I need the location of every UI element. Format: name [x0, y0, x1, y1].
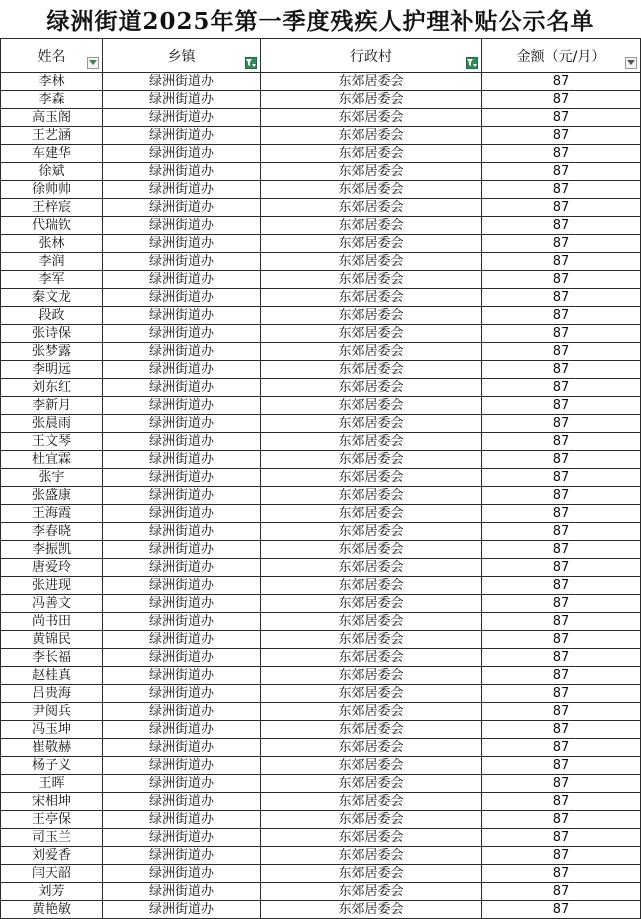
table-row	[1, 703, 641, 721]
town-cell[interactable]: 绿洲街道办	[103, 325, 261, 343]
village-cell[interactable]: 东郊居委会	[261, 613, 482, 631]
town-cell[interactable]: 绿洲街道办	[103, 667, 261, 685]
town-cell[interactable]: 绿洲街道办	[103, 361, 261, 379]
name-cell[interactable]: 李军	[1, 271, 103, 289]
town-cell[interactable]: 绿洲街道办	[103, 181, 261, 199]
column-header-name	[1, 39, 103, 73]
amount-cell[interactable]: 87	[482, 901, 641, 919]
name-cell[interactable]: 李森	[1, 91, 103, 109]
town-cell[interactable]: 绿洲街道办	[103, 109, 261, 127]
table-row	[1, 433, 641, 451]
village-cell[interactable]: 东郊居委会	[261, 577, 482, 595]
village-cell[interactable]: 东郊居委会	[261, 685, 482, 703]
village-cell[interactable]: 东郊居委会	[261, 127, 482, 145]
table-row	[1, 811, 641, 829]
amount-cell[interactable]: 87	[482, 109, 641, 127]
village-cell[interactable]: 东郊居委会	[261, 181, 482, 199]
amount-cell[interactable]: 87	[482, 757, 641, 775]
town-cell[interactable]: 绿洲街道办	[103, 343, 261, 361]
table-row	[1, 829, 641, 847]
amount-cell[interactable]: 87	[482, 703, 641, 721]
name-cell[interactable]: 李林	[1, 73, 103, 91]
town-cell[interactable]: 绿洲街道办	[103, 199, 261, 217]
column-header-label: 行政村	[350, 48, 392, 65]
column-header-label: 金额（元/月）	[516, 48, 606, 65]
table-row	[1, 775, 641, 793]
village-cell[interactable]: 东郊居委会	[261, 109, 482, 127]
name-cell[interactable]: 刘爱香	[1, 847, 103, 865]
name-cell[interactable]: 王艺涵	[1, 127, 103, 145]
filter-active-icon[interactable]	[466, 57, 478, 69]
town-cell[interactable]: 绿洲街道办	[103, 883, 261, 901]
town-cell[interactable]: 绿洲街道办	[103, 559, 261, 577]
amount-cell[interactable]: 87	[482, 433, 641, 451]
amount-cell[interactable]: 87	[482, 595, 641, 613]
table-row	[1, 757, 641, 775]
amount-cell[interactable]: 87	[482, 361, 641, 379]
town-cell[interactable]: 绿洲街道办	[103, 595, 261, 613]
town-cell[interactable]: 绿洲街道办	[103, 649, 261, 667]
name-cell[interactable]: 宋相坤	[1, 793, 103, 811]
name-cell[interactable]: 代瑞钦	[1, 217, 103, 235]
name-cell[interactable]: 徐帅帅	[1, 181, 103, 199]
amount-cell[interactable]: 87	[482, 721, 641, 739]
village-cell[interactable]: 东郊居委会	[261, 271, 482, 289]
town-cell[interactable]: 绿洲街道办	[103, 253, 261, 271]
village-cell[interactable]: 东郊居委会	[261, 667, 482, 685]
village-cell[interactable]: 东郊居委会	[261, 847, 482, 865]
town-cell[interactable]: 绿洲街道办	[103, 415, 261, 433]
town-cell[interactable]: 绿洲街道办	[103, 541, 261, 559]
column-header-village	[261, 39, 482, 73]
amount-cell[interactable]: 87	[482, 559, 641, 577]
town-cell[interactable]: 绿洲街道办	[103, 901, 261, 919]
village-cell[interactable]: 东郊居委会	[261, 343, 482, 361]
name-cell[interactable]: 王晖	[1, 775, 103, 793]
town-cell[interactable]: 绿洲街道办	[103, 289, 261, 307]
table-row	[1, 883, 641, 901]
name-cell[interactable]: 李长福	[1, 649, 103, 667]
table-row	[1, 847, 641, 865]
village-cell[interactable]: 东郊居委会	[261, 469, 482, 487]
name-cell[interactable]: 李振凯	[1, 541, 103, 559]
amount-cell[interactable]: 87	[482, 685, 641, 703]
name-cell[interactable]: 冯善文	[1, 595, 103, 613]
table-row	[1, 505, 641, 523]
name-cell[interactable]: 秦文龙	[1, 289, 103, 307]
town-cell[interactable]: 绿洲街道办	[103, 775, 261, 793]
town-cell[interactable]: 绿洲街道办	[103, 451, 261, 469]
name-cell[interactable]: 刘芳	[1, 883, 103, 901]
name-cell[interactable]: 刘东红	[1, 379, 103, 397]
village-cell[interactable]: 东郊居委会	[261, 415, 482, 433]
town-cell[interactable]: 绿洲街道办	[103, 217, 261, 235]
village-cell[interactable]: 东郊居委会	[261, 361, 482, 379]
village-cell[interactable]: 东郊居委会	[261, 199, 482, 217]
amount-cell[interactable]: 87	[482, 325, 641, 343]
amount-cell[interactable]: 87	[482, 523, 641, 541]
table-row	[1, 649, 641, 667]
name-cell[interactable]: 崔敬赫	[1, 739, 103, 757]
town-cell[interactable]: 绿洲街道办	[103, 829, 261, 847]
town-cell[interactable]: 绿洲街道办	[103, 163, 261, 181]
amount-cell[interactable]: 87	[482, 487, 641, 505]
table-row	[1, 793, 641, 811]
name-cell[interactable]: 李明远	[1, 361, 103, 379]
name-cell[interactable]: 段政	[1, 307, 103, 325]
village-cell[interactable]: 东郊居委会	[261, 541, 482, 559]
name-cell[interactable]: 车建华	[1, 145, 103, 163]
town-cell[interactable]: 绿洲街道办	[103, 865, 261, 883]
amount-cell[interactable]: 87	[482, 469, 641, 487]
village-cell[interactable]: 东郊居委会	[261, 325, 482, 343]
amount-cell[interactable]: 87	[482, 163, 641, 181]
town-cell[interactable]: 绿洲街道办	[103, 703, 261, 721]
amount-cell[interactable]: 87	[482, 775, 641, 793]
village-cell[interactable]: 东郊居委会	[261, 865, 482, 883]
amount-cell[interactable]: 87	[482, 289, 641, 307]
name-cell[interactable]: 尚书田	[1, 613, 103, 631]
town-cell[interactable]: 绿洲街道办	[103, 757, 261, 775]
town-cell[interactable]: 绿洲街道办	[103, 307, 261, 325]
table-row	[1, 397, 641, 415]
town-cell[interactable]: 绿洲街道办	[103, 631, 261, 649]
village-cell[interactable]: 东郊居委会	[261, 217, 482, 235]
table-row	[1, 289, 641, 307]
name-cell[interactable]: 张诗保	[1, 325, 103, 343]
roster-table	[0, 38, 641, 919]
amount-cell[interactable]: 87	[482, 253, 641, 271]
town-cell[interactable]: 绿洲街道办	[103, 379, 261, 397]
name-cell[interactable]: 张林	[1, 235, 103, 253]
table-row	[1, 235, 641, 253]
village-cell[interactable]: 东郊居委会	[261, 649, 482, 667]
name-cell[interactable]: 王海霞	[1, 505, 103, 523]
name-cell[interactable]: 吕贵海	[1, 685, 103, 703]
name-cell[interactable]: 赵桂真	[1, 667, 103, 685]
village-cell[interactable]: 东郊居委会	[261, 487, 482, 505]
village-cell[interactable]: 东郊居委会	[261, 505, 482, 523]
town-cell[interactable]: 绿洲街道办	[103, 847, 261, 865]
table-row	[1, 667, 641, 685]
header-row	[1, 39, 641, 73]
table-row	[1, 253, 641, 271]
town-cell[interactable]: 绿洲街道办	[103, 91, 261, 109]
name-cell[interactable]: 黄锦民	[1, 631, 103, 649]
column-header-label: 乡镇	[167, 48, 196, 65]
village-cell[interactable]: 东郊居委会	[261, 883, 482, 901]
amount-cell[interactable]: 87	[482, 667, 641, 685]
town-cell[interactable]: 绿洲街道办	[103, 613, 261, 631]
village-cell[interactable]: 东郊居委会	[261, 523, 482, 541]
table-row	[1, 109, 641, 127]
sheet-title: 绿洲街道2025年第一季度残疾人护理补贴公示名单	[46, 7, 595, 35]
table-row	[1, 739, 641, 757]
filter-active-icon[interactable]	[245, 57, 257, 69]
amount-cell[interactable]: 87	[482, 235, 641, 253]
table-row	[1, 361, 641, 379]
amount-cell[interactable]: 87	[482, 343, 641, 361]
village-cell[interactable]: 东郊居委会	[261, 163, 482, 181]
table-row	[1, 577, 641, 595]
table-row	[1, 541, 641, 559]
table-row	[1, 163, 641, 181]
village-cell[interactable]: 东郊居委会	[261, 145, 482, 163]
amount-cell[interactable]: 87	[482, 613, 641, 631]
town-cell[interactable]: 绿洲街道办	[103, 739, 261, 757]
table-row	[1, 469, 641, 487]
amount-cell[interactable]: 87	[482, 811, 641, 829]
table-row	[1, 343, 641, 361]
table-row	[1, 559, 641, 577]
amount-cell[interactable]: 87	[482, 865, 641, 883]
table-row	[1, 415, 641, 433]
column-header-town	[103, 39, 261, 73]
village-cell[interactable]: 东郊居委会	[261, 235, 482, 253]
village-cell[interactable]: 东郊居委会	[261, 433, 482, 451]
village-cell[interactable]: 东郊居委会	[261, 253, 482, 271]
amount-cell[interactable]: 87	[482, 451, 641, 469]
table-row	[1, 73, 641, 91]
town-cell[interactable]: 绿洲街道办	[103, 127, 261, 145]
town-cell[interactable]: 绿洲街道办	[103, 469, 261, 487]
name-cell[interactable]: 黄艳敏	[1, 901, 103, 919]
name-cell[interactable]: 冯玉坤	[1, 721, 103, 739]
town-cell[interactable]: 绿洲街道办	[103, 433, 261, 451]
table-row	[1, 865, 641, 883]
table-row	[1, 271, 641, 289]
amount-cell[interactable]: 87	[482, 649, 641, 667]
amount-cell[interactable]: 87	[482, 847, 641, 865]
table-row	[1, 91, 641, 109]
name-cell[interactable]: 王文琴	[1, 433, 103, 451]
amount-cell[interactable]: 87	[482, 145, 641, 163]
village-cell[interactable]: 东郊居委会	[261, 379, 482, 397]
name-cell[interactable]: 杨子义	[1, 757, 103, 775]
table-row	[1, 199, 641, 217]
amount-cell[interactable]: 87	[482, 91, 641, 109]
table-row	[1, 487, 641, 505]
filter-dropdown-icon[interactable]	[625, 57, 637, 69]
table-row	[1, 127, 641, 145]
name-cell[interactable]: 闫天韶	[1, 865, 103, 883]
amount-cell[interactable]: 87	[482, 739, 641, 757]
village-cell[interactable]: 东郊居委会	[261, 307, 482, 325]
village-cell[interactable]: 东郊居委会	[261, 811, 482, 829]
name-cell[interactable]: 徐斌	[1, 163, 103, 181]
name-cell[interactable]: 张晨雨	[1, 415, 103, 433]
name-cell[interactable]: 王亭保	[1, 811, 103, 829]
town-cell[interactable]: 绿洲街道办	[103, 235, 261, 253]
town-cell[interactable]: 绿洲街道办	[103, 505, 261, 523]
amount-cell[interactable]: 87	[482, 127, 641, 145]
column-header-amount	[482, 39, 641, 73]
name-cell[interactable]: 杜宜霖	[1, 451, 103, 469]
town-cell[interactable]: 绿洲街道办	[103, 397, 261, 415]
name-cell[interactable]: 尹阅兵	[1, 703, 103, 721]
amount-cell[interactable]: 87	[482, 541, 641, 559]
village-cell[interactable]: 东郊居委会	[261, 451, 482, 469]
village-cell[interactable]: 东郊居委会	[261, 73, 482, 91]
name-cell[interactable]: 李润	[1, 253, 103, 271]
table-row	[1, 217, 641, 235]
table-row	[1, 613, 641, 631]
amount-cell[interactable]: 87	[482, 829, 641, 847]
amount-cell[interactable]: 87	[482, 505, 641, 523]
village-cell[interactable]: 东郊居委会	[261, 595, 482, 613]
village-cell[interactable]: 东郊居委会	[261, 901, 482, 919]
amount-cell[interactable]: 87	[482, 397, 641, 415]
town-cell[interactable]: 绿洲街道办	[103, 145, 261, 163]
village-cell[interactable]: 东郊居委会	[261, 559, 482, 577]
name-cell[interactable]: 王梓宸	[1, 199, 103, 217]
table-row	[1, 307, 641, 325]
amount-cell[interactable]: 87	[482, 181, 641, 199]
town-cell[interactable]: 绿洲街道办	[103, 523, 261, 541]
name-cell[interactable]: 张梦露	[1, 343, 103, 361]
town-cell[interactable]: 绿洲街道办	[103, 793, 261, 811]
town-cell[interactable]: 绿洲街道办	[103, 487, 261, 505]
amount-cell[interactable]: 87	[482, 793, 641, 811]
amount-cell[interactable]: 87	[482, 217, 641, 235]
village-cell[interactable]: 东郊居委会	[261, 739, 482, 757]
table-row	[1, 145, 641, 163]
name-cell[interactable]: 李新月	[1, 397, 103, 415]
village-cell[interactable]: 东郊居委会	[261, 829, 482, 847]
table-row	[1, 631, 641, 649]
table-row	[1, 523, 641, 541]
table-row	[1, 721, 641, 739]
amount-cell[interactable]: 87	[482, 199, 641, 217]
amount-cell[interactable]: 87	[482, 883, 641, 901]
town-cell[interactable]: 绿洲街道办	[103, 73, 261, 91]
filter-dropdown-icon[interactable]	[87, 57, 99, 69]
name-cell[interactable]: 李春晓	[1, 523, 103, 541]
table-row	[1, 451, 641, 469]
table-body	[1, 73, 641, 919]
village-cell[interactable]: 东郊居委会	[261, 757, 482, 775]
name-cell[interactable]: 张进现	[1, 577, 103, 595]
name-cell[interactable]: 司玉兰	[1, 829, 103, 847]
table-row	[1, 901, 641, 919]
town-cell[interactable]: 绿洲街道办	[103, 721, 261, 739]
village-cell[interactable]: 东郊居委会	[261, 91, 482, 109]
village-cell[interactable]: 东郊居委会	[261, 775, 482, 793]
table-row	[1, 595, 641, 613]
village-cell[interactable]: 东郊居委会	[261, 703, 482, 721]
town-cell[interactable]: 绿洲街道办	[103, 811, 261, 829]
name-cell[interactable]: 唐爱玲	[1, 559, 103, 577]
town-cell[interactable]: 绿洲街道办	[103, 685, 261, 703]
column-header-label: 姓名	[37, 48, 66, 65]
village-cell[interactable]: 东郊居委会	[261, 793, 482, 811]
name-cell[interactable]: 高玉阁	[1, 109, 103, 127]
amount-cell[interactable]: 87	[482, 307, 641, 325]
village-cell[interactable]: 东郊居委会	[261, 397, 482, 415]
amount-cell[interactable]: 87	[482, 631, 641, 649]
amount-cell[interactable]: 87	[482, 379, 641, 397]
name-cell[interactable]: 张盛康	[1, 487, 103, 505]
table-row	[1, 379, 641, 397]
name-cell[interactable]: 张宇	[1, 469, 103, 487]
amount-cell[interactable]: 87	[482, 73, 641, 91]
town-cell[interactable]: 绿洲街道办	[103, 271, 261, 289]
village-cell[interactable]: 东郊居委会	[261, 631, 482, 649]
amount-cell[interactable]: 87	[482, 577, 641, 595]
table-row	[1, 181, 641, 199]
amount-cell[interactable]: 87	[482, 415, 641, 433]
village-cell[interactable]: 东郊居委会	[261, 721, 482, 739]
village-cell[interactable]: 东郊居委会	[261, 289, 482, 307]
amount-cell[interactable]: 87	[482, 271, 641, 289]
table-row	[1, 685, 641, 703]
table-row	[1, 325, 641, 343]
town-cell[interactable]: 绿洲街道办	[103, 577, 261, 595]
